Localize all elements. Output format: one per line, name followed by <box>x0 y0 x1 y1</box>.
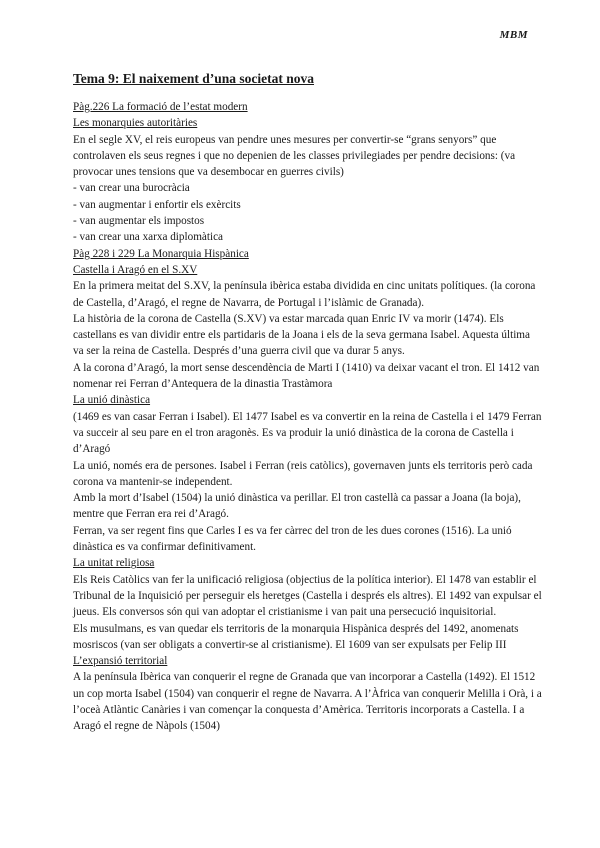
paragraph: (1469 es van casar Ferran i Isabel). El 1477 Isabel es va convertir en la reina de Castella i el 1479 Ferran va succeir al seu pare en el tron aragonès. Es va produir la unió dinàstica de la corona de Castella i d’Aragó <box>73 410 542 456</box>
paragraph: La unió, només era de persones. Isabel i Ferran (reis catòlics), governaven junts els territoris però cada corona va mantenir-se independent. <box>73 459 533 488</box>
section-heading: Pàg 228 i 229 La Monarquia Hispànica <box>73 247 249 260</box>
paragraph: - van crear una xarxa diplomàtica <box>73 231 224 244</box>
author-initials: MBM <box>499 29 528 41</box>
section-heading: Pàg.226 La formació de l’estat modern <box>73 101 248 113</box>
paragraph: En la primera meitat del S.XV, la península ibèrica estaba dividida en cinc unitats polítiques. (la corona de Castella, d’Aragó, el regne de Navarra, de Portugal i l’islàmic de Granada). <box>73 280 536 309</box>
paragraph: - van augmentar i enfortir els exèrcits <box>73 198 241 211</box>
section-heading: L’expansió territorial <box>73 655 168 668</box>
paragraph: La història de la corona de Castella (S.XV) va estar marcada quan Enric IV va morir (1474). Els castellans es van dividir entre els partidaris de la Joana i els de la seva germana Isabel. Aquesta última va ser la reina de Castella. Després d’una guerra civil que va durar 5 anys. <box>73 312 530 358</box>
paragraph: Els Reis Catòlics van fer la unificació religiosa (objectius de la política interior). El 1478 van establir el Tribunal de la Inquisició per perseguir els heretges (Castella i després els altres). El 1492 van expulsar el jueus. Els conversos són qui van adoptar el cristianisme i van pait una persecució inquisitorial. <box>73 573 542 619</box>
section-heading: La unitat religiosa <box>73 557 155 570</box>
document-title: Tema 9: El naixement d’una societat nova <box>73 71 315 86</box>
paragraph: Amb la mort d’Isabel (1504) la unió dinàstica va perillar. El tron castellà ca passar a Joana (la boja), mentre que Ferran era rei d’Aragó. <box>73 492 521 521</box>
paragraph: - van crear una burocràcia <box>73 182 190 195</box>
section-heading: Castella i Aragó en el S.XV <box>73 263 198 276</box>
section-heading: Les monarquies autoritàries <box>73 117 198 130</box>
paragraph: A la península Ibèrica van conquerir el regne de Granada que van incorporar a Castella (1492). El 1512 un cop morta Isabel (1504) van conquerir el regne de Navarra. A l’Àfrica van conquerir Melilla i Orà, i a l’oceà Atlàntic Canàries i van començar la conquesta d’Amèrica. Territoris incorporats a Castella. I a Aragó el regne de Nàpols (1504) <box>73 671 542 733</box>
paragraph: A la corona d’Aragó, la mort sense descendència de Marti I (1410) va deixar vacant el tron. El 1412 van nomenar rei Ferran d’Antequera de la dinastia Trastàmora <box>73 361 540 391</box>
document-body <box>73 99 543 735</box>
paragraph: - van augmentar els impostos <box>73 215 205 228</box>
paragraph: En el segle XV, el reis europeus van pendre unes mesures per convertir-se “grans senyors” que controlaven els seus regnes i que no depenien de les classes privilegiades per pendre decisions: (va provocar unes tensions que va desembocar en guerres civils) <box>73 133 516 179</box>
paragraph: Els musulmans, es van quedar els territoris de la monarquia Hispànica després del 1492, anomenats mosriscos (van ser obligats a convertir-se al cristianisme). El 1609 van ser expulsats per Felip III <box>73 622 519 651</box>
paragraph: Ferran, va ser regent fins que Carles I es va fer càrrec del tron de les dues corones (1516). La unió dinàstica es va confirmar definitivament. <box>73 524 512 554</box>
section-heading: La unió dinàstica <box>73 394 151 407</box>
